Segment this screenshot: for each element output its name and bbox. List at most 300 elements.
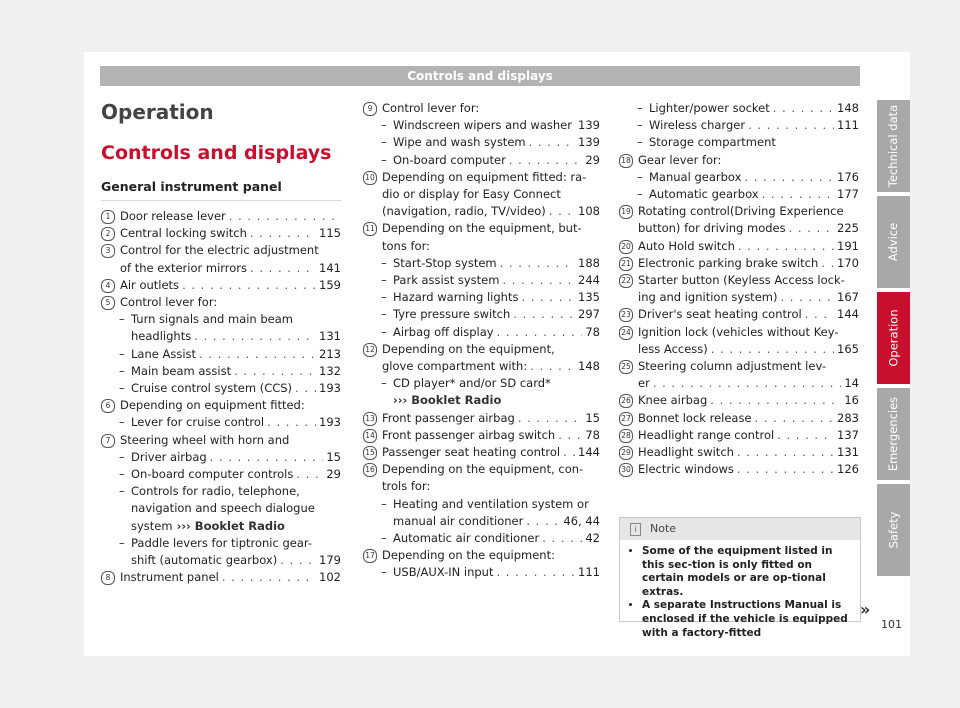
callout-number: 22 <box>619 274 633 288</box>
dot-leader <box>521 289 575 306</box>
legend-label: – CD player* and/or SD card* <box>393 376 551 390</box>
legend-label: – Cruise control system (CCS) <box>131 380 292 397</box>
legend-text-line <box>619 152 859 169</box>
legend-label: – Hazard warning lights <box>393 289 518 306</box>
legend-text-line <box>363 461 600 478</box>
page-reference: 111 <box>578 565 600 580</box>
legend-entry <box>101 569 341 586</box>
page-reference: 170 <box>837 255 859 270</box>
page-reference: 15 <box>326 449 341 464</box>
page-reference: 179 <box>319 553 341 568</box>
page-reference: 29 <box>585 152 600 167</box>
legend-index-line <box>619 444 859 461</box>
dash-marker: – <box>637 187 643 202</box>
info-icon: i <box>630 523 641 536</box>
legend-label: – Automatic air conditioner <box>393 530 539 547</box>
legend-text-line <box>101 535 341 552</box>
legend-label: Bonnet lock release <box>638 410 752 425</box>
legend-index-line <box>101 466 341 483</box>
callout-number: 10 <box>363 171 377 185</box>
legend-label: er <box>638 376 650 391</box>
callout-number: 6 <box>101 399 115 413</box>
legend-label: – Lane Assist <box>131 346 196 363</box>
legend-column-1 <box>101 208 341 586</box>
legend-index-line <box>619 220 859 237</box>
legend-label: Front passenger airbag switch <box>382 427 556 442</box>
legend-text-line <box>101 242 341 259</box>
legend-index-line <box>101 328 341 345</box>
legend-label: Steering column adjustment lev- <box>638 359 827 374</box>
dot-leader <box>509 152 583 169</box>
legend-text-line <box>363 478 600 495</box>
legend-entry <box>619 410 859 427</box>
page-reference: 46, 44 <box>563 513 600 528</box>
page-reference: 193 <box>319 415 341 430</box>
callout-number: 23 <box>619 308 633 322</box>
legend-label: Central locking switch <box>120 226 247 241</box>
dash-marker: – <box>381 152 387 167</box>
note-header <box>620 518 860 540</box>
legend-index-line <box>619 100 859 117</box>
legend-label: – Automatic gearbox <box>649 186 759 203</box>
legend-index-line <box>619 289 859 306</box>
page-reference: 16 <box>844 393 859 408</box>
legend-label: headlights <box>131 329 192 344</box>
legend-index-line <box>619 306 859 323</box>
legend-label: shift (automatic gearbox) <box>131 553 278 568</box>
chapter-tab-label: Operation <box>886 309 901 367</box>
dash-marker: – <box>381 565 387 580</box>
legend-text-line <box>363 375 600 392</box>
chapter-tab-safety[interactable] <box>877 484 910 576</box>
page-reference: 244 <box>578 273 600 288</box>
legend-label: Auto Hold switch <box>638 238 735 253</box>
legend-text-line <box>101 311 341 328</box>
chapter-tab-operation[interactable] <box>877 292 910 384</box>
legend-entry <box>363 444 600 461</box>
dash-marker: – <box>119 381 125 396</box>
callout-number: 4 <box>101 279 115 293</box>
chapter-title: Operation <box>101 100 214 124</box>
dash-marker: – <box>637 118 643 133</box>
callout-number: 11 <box>363 222 377 236</box>
heading-rule <box>101 200 341 201</box>
legend-entry <box>363 341 600 410</box>
dot-leader <box>199 346 316 363</box>
dot-leader <box>182 277 316 294</box>
legend-index-line <box>363 134 600 151</box>
legend-entry <box>619 392 859 409</box>
legend-index-line <box>363 564 600 581</box>
legend-text-line <box>101 518 341 535</box>
legend-index-line <box>101 449 341 466</box>
dash-marker: – <box>637 169 643 184</box>
legend-entry <box>101 432 341 570</box>
note-item: • A separate Instructions Manual is enclosed if the vehicle is equipped with a factory-fitted <box>642 599 852 640</box>
legend-label: – On-board computer <box>393 152 506 169</box>
legend-index-line <box>363 306 600 323</box>
note-label: Note <box>650 522 677 535</box>
legend-label: Depending on the equipment: <box>382 548 555 563</box>
callout-number: 20 <box>619 240 633 254</box>
legend-label: dio or display for Easy Connect <box>382 187 561 202</box>
legend-entry <box>363 547 600 581</box>
legend-entry <box>363 169 600 221</box>
dot-leader <box>500 255 575 272</box>
legend-label: Starter button (Keyless Access lock- <box>638 273 845 288</box>
legend-label: – Lighter/power socket <box>649 100 770 117</box>
legend-index-line <box>619 341 859 358</box>
dot-leader <box>711 341 834 358</box>
legend-label: Door release lever <box>120 209 226 223</box>
callout-number: 27 <box>619 412 633 426</box>
legend-text-line <box>619 324 859 341</box>
page-reference: 159 <box>319 277 341 292</box>
page-number: 101 <box>881 618 902 631</box>
dash-marker: – <box>381 273 387 288</box>
callout-number: 19 <box>619 205 633 219</box>
legend-index-line <box>619 186 859 203</box>
legend-label: – Tyre pressure switch <box>393 306 510 323</box>
legend-entry <box>101 242 341 276</box>
legend-index-line <box>363 255 600 272</box>
legend-index-line <box>619 392 859 409</box>
section-title: Controls and displays <box>101 142 332 164</box>
legend-text-line <box>619 272 859 289</box>
page-reference: 225 <box>837 221 859 236</box>
dash-marker: – <box>119 363 125 378</box>
legend-index-line <box>363 152 600 169</box>
legend-label: glove compartment with: <box>382 359 528 374</box>
legend-label: navigation and speech dialogue <box>131 501 315 516</box>
legend-index-line <box>363 410 600 427</box>
legend-label: – Driver airbag <box>131 449 207 466</box>
legend-label: (navigation, radio, TV/video) <box>382 204 546 219</box>
legend-column-2 <box>363 100 600 582</box>
legend-entry <box>363 410 600 427</box>
callout-number: 8 <box>101 571 115 585</box>
page-reference: 131 <box>319 329 341 344</box>
legend-label: Depending on equipment fitted: <box>120 398 305 413</box>
legend-index-line <box>619 169 859 186</box>
dot-leader <box>518 410 583 427</box>
legend-label: – Lever for cruise control <box>131 414 264 431</box>
dash-marker: – <box>381 118 387 133</box>
dot-leader <box>755 410 835 427</box>
callout-number: 3 <box>101 244 115 258</box>
legend-label: Passenger seat heating control <box>382 445 561 460</box>
callout-number: 30 <box>619 463 633 477</box>
legend-index-line <box>101 363 341 380</box>
legend-entry <box>619 444 859 461</box>
legend-index-line <box>363 324 600 341</box>
dot-leader <box>762 186 834 203</box>
legend-label: Knee airbag <box>638 393 708 408</box>
page-reference: 297 <box>578 307 600 322</box>
legend-index-line <box>363 444 600 461</box>
legend-label: Ignition lock (vehicles without Key- <box>638 324 839 339</box>
chapter-tab-advice[interactable] <box>877 196 910 288</box>
legend-entry <box>619 461 859 478</box>
legend-label: Depending on the equipment, con- <box>382 462 584 477</box>
dot-leader <box>496 564 575 581</box>
legend-entry <box>619 306 859 323</box>
callout-number: 1 <box>101 210 115 224</box>
dot-leader <box>805 306 834 323</box>
dash-marker: – <box>381 376 387 391</box>
callout-number: 18 <box>619 154 633 168</box>
legend-label: system <box>131 518 173 533</box>
legend-index-line <box>363 203 600 220</box>
page-reference: 111 <box>837 118 859 133</box>
legend-label: Electronic parking brake switch <box>638 255 819 270</box>
page-reference: 141 <box>319 260 341 275</box>
note-box <box>619 517 861 639</box>
legend-index-line <box>101 380 341 397</box>
legend-label: less Access) <box>638 341 708 356</box>
page-reference: 177 <box>837 187 859 202</box>
chapter-tab-label: Emergencies <box>886 396 901 472</box>
dot-leader <box>229 208 338 225</box>
legend-label: Instrument panel <box>120 570 219 585</box>
page-reference: 165 <box>837 341 859 356</box>
legend-text-line <box>363 496 600 513</box>
page-reference: 137 <box>837 427 859 442</box>
legend-entry <box>619 324 859 358</box>
dot-leader <box>653 375 842 392</box>
legend-entry <box>363 427 600 444</box>
callout-number: 17 <box>363 549 377 563</box>
dot-leader <box>526 513 560 530</box>
dot-leader <box>502 272 575 289</box>
dot-leader <box>821 255 834 272</box>
dot-leader <box>737 444 834 461</box>
legend-label: of the exterior mirrors <box>120 260 248 275</box>
legend-index-line <box>363 117 600 134</box>
legend-entry <box>363 220 600 340</box>
dash-marker: – <box>119 312 125 327</box>
dash-marker: – <box>637 101 643 115</box>
dot-leader <box>296 466 323 483</box>
legend-entry <box>101 208 341 225</box>
dash-marker: – <box>381 255 387 270</box>
dot-leader <box>497 324 583 341</box>
legend-label: Depending on equipment fitted: ra- <box>382 169 587 184</box>
continue-arrow-icon: » <box>860 600 871 619</box>
legend-label: ing and ignition system) <box>638 290 778 305</box>
dot-leader <box>530 358 575 375</box>
dash-marker: – <box>381 290 387 305</box>
callout-number: 7 <box>101 434 115 448</box>
dot-leader <box>210 449 324 466</box>
legend-label: – Storage compartment <box>649 135 776 149</box>
page-reference: 144 <box>837 307 859 322</box>
legend-entry <box>619 427 859 444</box>
legend-text-line <box>101 432 341 449</box>
dash-marker: – <box>381 496 387 511</box>
page-reference: 132 <box>319 363 341 378</box>
legend-text-line <box>363 238 600 255</box>
dash-marker: – <box>119 484 125 499</box>
legend-label: – Paddle levers for tiptronic gear- <box>131 536 312 550</box>
chapter-tab-technical-data[interactable] <box>877 100 910 192</box>
chapter-tab-label: Technical data <box>886 104 901 188</box>
legend-label: – USB/AUX-IN input <box>393 564 493 581</box>
legend-index-line <box>101 346 341 363</box>
dot-leader <box>295 380 316 397</box>
legend-index-line <box>619 427 859 444</box>
legend-text-line <box>363 169 600 186</box>
dot-leader <box>563 444 575 461</box>
callout-number: 25 <box>619 360 633 374</box>
legend-label: – Park assist system <box>393 272 499 289</box>
legend-text-line <box>363 220 600 237</box>
dot-leader <box>737 461 834 478</box>
legend-index-line <box>101 260 341 277</box>
legend-index-line <box>619 238 859 255</box>
legend-label: – Main beam assist <box>131 363 231 380</box>
callout-number: 24 <box>619 326 633 340</box>
legend-entry <box>101 397 341 431</box>
legend-label: – Heating and ventilation system or <box>393 497 589 511</box>
booklet-reference: ››› Booklet Radio <box>172 518 285 533</box>
dot-leader <box>558 427 582 444</box>
legend-text-line <box>363 100 600 117</box>
legend-text-line <box>101 397 341 414</box>
dot-leader <box>777 427 834 444</box>
callout-number: 16 <box>363 463 377 477</box>
legend-text-line <box>101 500 341 517</box>
dash-marker: – <box>381 324 387 339</box>
legend-label: Rotating control(Driving Experience <box>638 204 844 219</box>
legend-label: button) for driving modes <box>638 221 786 236</box>
legend-entry <box>619 358 859 392</box>
page-reference: 148 <box>578 359 600 374</box>
legend-index-line <box>619 255 859 272</box>
note-item: • Some of the equipment listed in this sec-tion is only fitted on certain models or are op-tional extras. <box>642 545 852 599</box>
legend-label: Depending on the equipment, but- <box>382 221 582 236</box>
legend-text-line <box>619 358 859 375</box>
callout-number: 5 <box>101 296 115 310</box>
legend-entry <box>619 152 859 204</box>
legend-label: Front passenger airbag <box>382 410 515 425</box>
page-reference: 135 <box>578 290 600 305</box>
dot-leader <box>710 392 841 409</box>
dot-leader <box>250 225 316 242</box>
dot-leader <box>513 306 575 323</box>
dash-marker: – <box>381 135 387 150</box>
callout-number: 14 <box>363 429 377 443</box>
legend-text-line <box>363 547 600 564</box>
subsection-title: General instrument panel <box>101 179 282 194</box>
callout-number: 21 <box>619 257 633 271</box>
callout-number: 29 <box>619 446 633 460</box>
legend-label: Control for the electric adjustment <box>120 243 319 258</box>
dot-leader <box>780 289 834 306</box>
legend-index-line <box>363 272 600 289</box>
callout-number: 28 <box>619 429 633 443</box>
legend-label: – Start-Stop system <box>393 255 497 272</box>
dot-leader <box>744 169 834 186</box>
legend-label: – On-board computer controls <box>131 466 293 483</box>
dot-leader <box>789 220 834 237</box>
legend-entry <box>363 100 600 169</box>
legend-entry <box>619 203 859 237</box>
legend-index-line <box>101 208 341 225</box>
dot-leader <box>194 328 316 345</box>
section-header: Controls and displays <box>100 66 860 86</box>
legend-entry <box>619 255 859 272</box>
page-reference: 193 <box>319 381 341 396</box>
page-reference: 126 <box>837 462 859 477</box>
dash-marker: – <box>119 415 125 430</box>
legend-label: – Wipe and wash system <box>393 134 526 151</box>
page-reference: 29 <box>326 467 341 482</box>
legend-text-line <box>363 392 600 409</box>
callout-number: 2 <box>101 227 115 241</box>
dash-marker: – <box>381 531 387 546</box>
legend-label: Depending on the equipment, <box>382 341 555 356</box>
dot-leader <box>529 134 575 151</box>
callout-number: 15 <box>363 446 377 460</box>
legend-text-line <box>619 203 859 220</box>
booklet-reference: ››› Booklet Radio <box>393 393 502 408</box>
page-reference: 283 <box>837 410 859 425</box>
legend-label: Driver's seat heating control <box>638 307 802 322</box>
legend-index-line <box>101 414 341 431</box>
legend-text-line <box>619 134 859 151</box>
page-reference: 148 <box>837 101 859 115</box>
page-reference: 131 <box>837 445 859 460</box>
legend-label: Steering wheel with horn and <box>120 432 290 447</box>
dash-marker: – <box>637 135 643 150</box>
page-reference: 188 <box>578 255 600 270</box>
legend-index-line <box>363 530 600 547</box>
page-reference: 78 <box>585 324 600 339</box>
legend-text-line <box>363 341 600 358</box>
legend-label: Gear lever for: <box>638 152 722 167</box>
legend-index-line <box>619 117 859 134</box>
page-reference: 78 <box>585 427 600 442</box>
legend-index-line <box>619 375 859 392</box>
legend-index-line <box>101 569 341 586</box>
page-reference: 191 <box>837 238 859 253</box>
chapter-tab-emergencies[interactable] <box>877 388 910 480</box>
legend-label: Headlight switch <box>638 445 734 460</box>
legend-index-line <box>363 427 600 444</box>
chapter-tab-label: Safety <box>886 511 901 549</box>
legend-label: Control lever for: <box>120 295 218 310</box>
legend-label: – Turn signals and main beam <box>131 312 293 326</box>
legend-label: trols for: <box>382 479 431 494</box>
page-reference: 139 <box>578 135 600 150</box>
legend-label: – Windscreen wipers and washer <box>393 117 572 134</box>
dash-marker: – <box>119 535 125 550</box>
dot-leader <box>267 414 316 431</box>
legend-entry <box>101 225 341 242</box>
legend-entry <box>619 238 859 255</box>
legend-label: – Controls for radio, telephone, <box>131 484 300 498</box>
legend-label: – Airbag off display <box>393 324 494 341</box>
legend-label: Headlight range control <box>638 427 775 442</box>
legend-index-line <box>619 461 859 478</box>
legend-index-line <box>363 513 600 530</box>
dot-leader <box>280 552 316 569</box>
page-reference: 167 <box>837 290 859 305</box>
dot-leader <box>222 569 316 586</box>
page-reference: 102 <box>319 570 341 585</box>
page-reference: 42 <box>585 531 600 546</box>
